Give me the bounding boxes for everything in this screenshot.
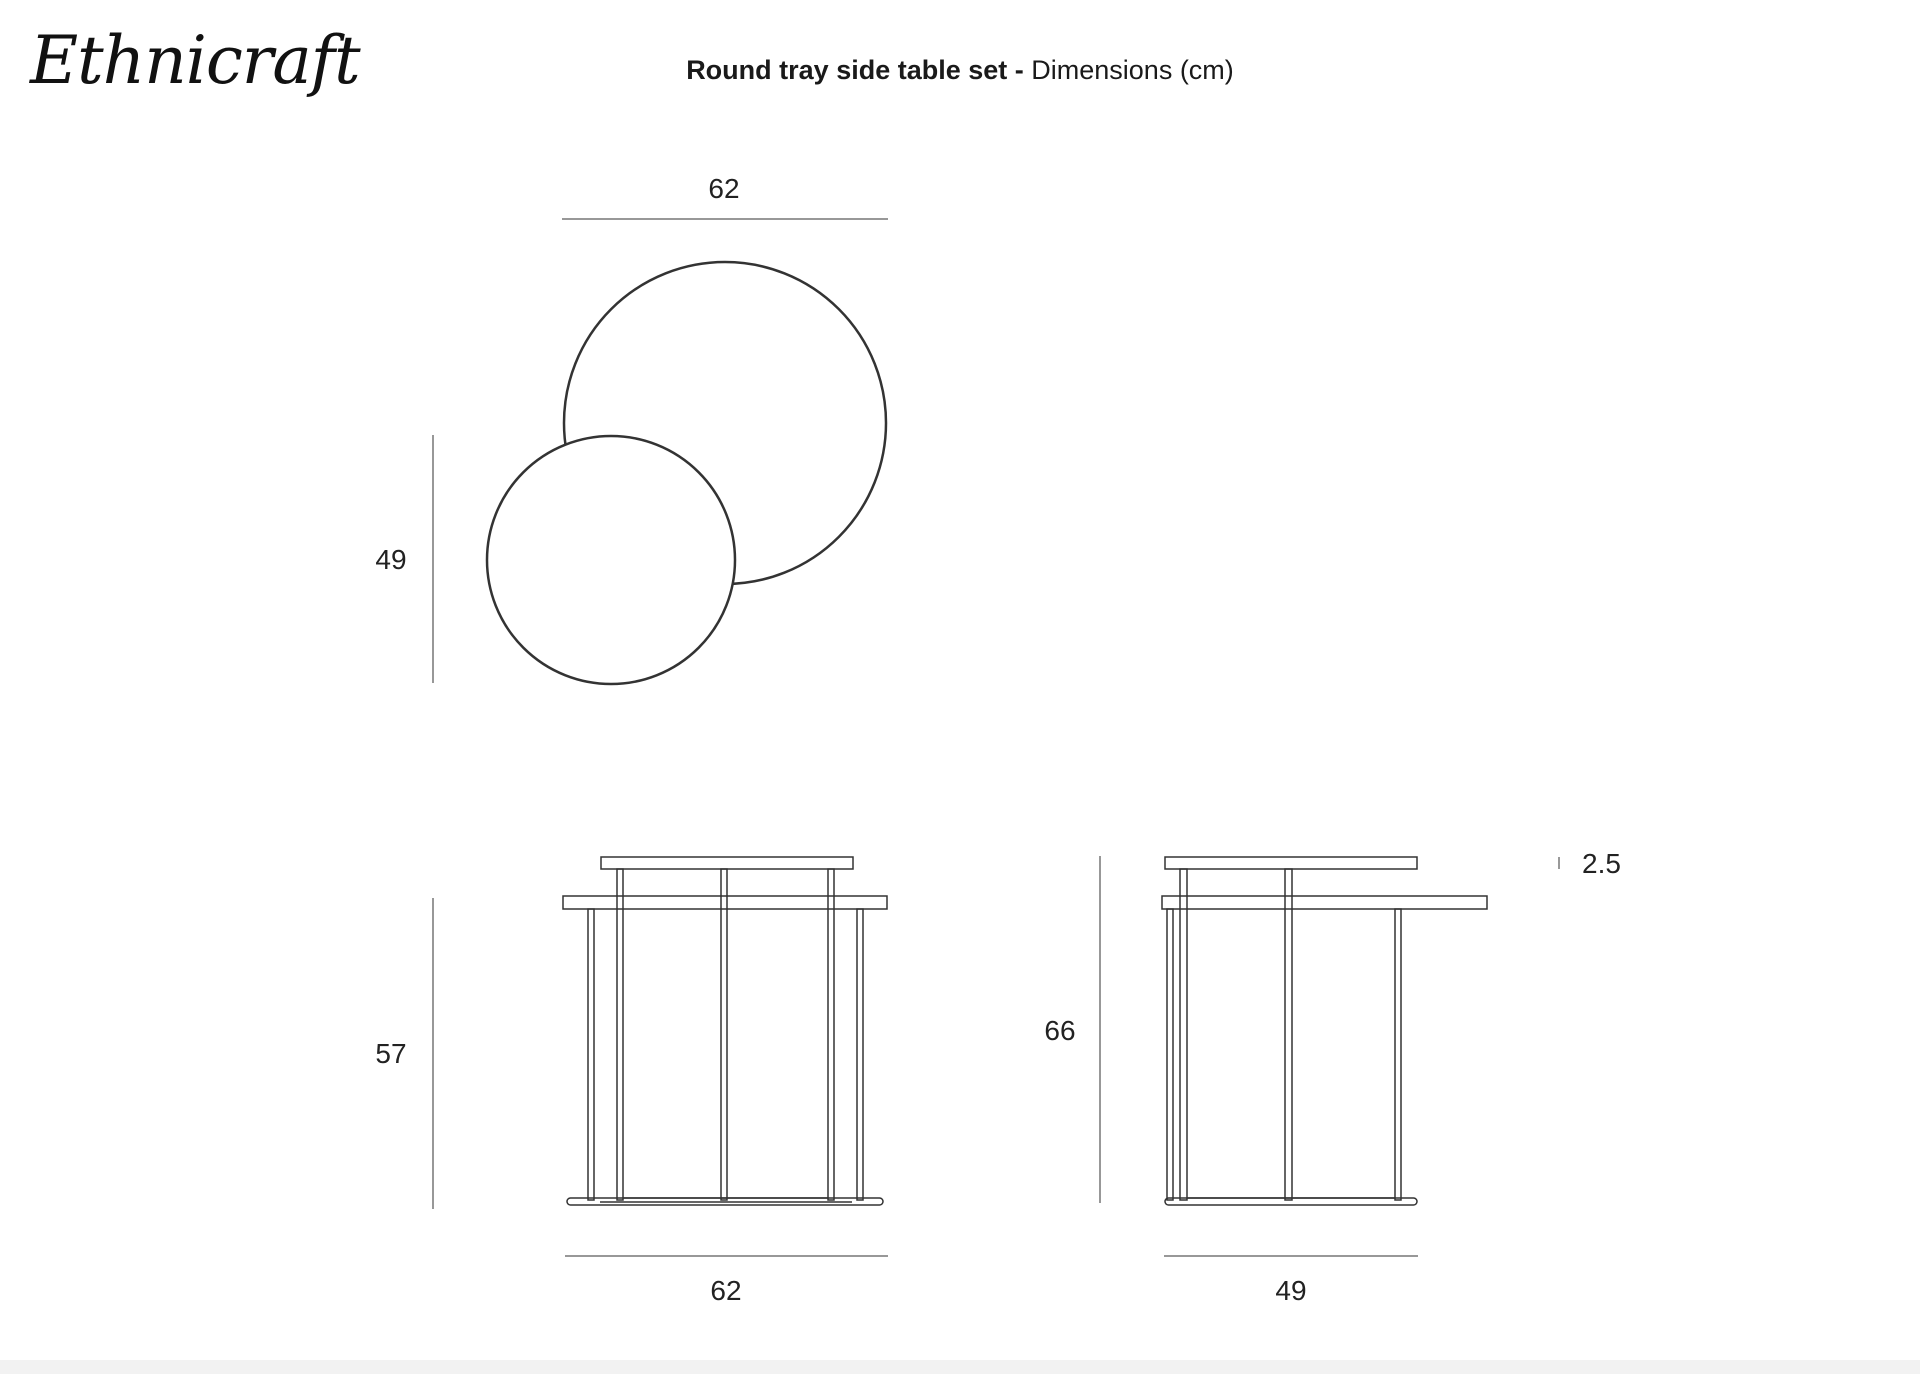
- front-leg: [617, 869, 623, 1200]
- front-leg: [588, 909, 594, 1200]
- side-base-foot: [1165, 1198, 1417, 1205]
- footer-band: [0, 1360, 1920, 1374]
- side-upper-tray: [1165, 857, 1417, 869]
- side-leg: [1167, 909, 1173, 1200]
- front-leg: [857, 909, 863, 1200]
- dim-label-front-height: 57: [375, 1038, 407, 1069]
- dim-label-front-width: 62: [710, 1275, 742, 1306]
- side-leg: [1180, 869, 1187, 1200]
- side-leg: [1395, 909, 1401, 1200]
- side-leg: [1285, 869, 1292, 1200]
- front-leg: [721, 869, 727, 1200]
- front-view: [433, 857, 888, 1256]
- top-view: [433, 219, 888, 684]
- product-title: Round tray side table set: [686, 55, 1008, 85]
- dim-label-side-width: 49: [1275, 1275, 1307, 1306]
- front-lower-tray: [563, 896, 887, 909]
- dim-label-top-depth: 49: [375, 544, 407, 575]
- small-tray-outline: [487, 436, 735, 684]
- side-lower-tray: [1162, 896, 1487, 909]
- brand-logo: Ethnicraft: [30, 22, 360, 99]
- title-separator: -: [1007, 55, 1032, 85]
- front-upper-tray: [601, 857, 853, 869]
- dim-label-top-width: 62: [708, 173, 740, 204]
- side-view: [1100, 856, 1559, 1256]
- front-leg: [828, 869, 834, 1200]
- dim-label-side-height: 66: [1044, 1015, 1076, 1046]
- units-subtitle: Dimensions (cm): [1031, 55, 1234, 85]
- dim-label-tray-thickness: 2.5: [1582, 848, 1621, 879]
